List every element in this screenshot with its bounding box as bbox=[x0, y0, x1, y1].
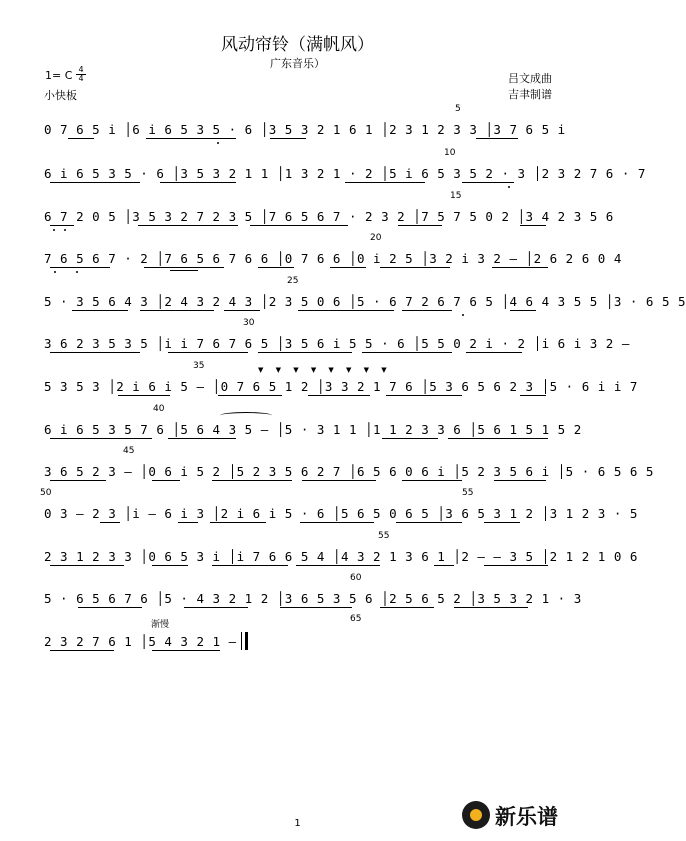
notation-line: 3 6 2 3 5 3 5 │i i 7 6 7 6 5 │3 5 6 i 5 5 · 6 │5 5 0 2 i · 2 │i 6 i 3 2 — bbox=[44, 336, 630, 351]
site-logo-text: 新乐谱 bbox=[495, 805, 558, 829]
measure-number: 65 bbox=[350, 614, 362, 624]
beam bbox=[50, 182, 140, 183]
beam bbox=[50, 650, 114, 651]
beam bbox=[382, 438, 438, 439]
beam bbox=[212, 480, 292, 481]
time-sig-bottom: 4 bbox=[78, 74, 84, 83]
beam bbox=[476, 138, 518, 139]
beam bbox=[138, 225, 238, 226]
notation-line: 7 6 5 6 7 · 2 │7 6 5 6 7 6 6 │0 7 6 6 │0 i 2 5 │3 2 i 3 2 — │2 6 2 6 0 4 bbox=[44, 251, 622, 266]
beam bbox=[280, 607, 352, 608]
beam bbox=[492, 267, 548, 268]
measure-number: 25 bbox=[287, 276, 299, 286]
beam bbox=[380, 607, 434, 608]
low-octave-dot bbox=[508, 186, 510, 188]
beam bbox=[72, 310, 128, 311]
beam bbox=[308, 395, 370, 396]
beam bbox=[152, 650, 220, 651]
beam bbox=[402, 480, 462, 481]
low-octave-dot bbox=[462, 314, 464, 316]
beam bbox=[152, 480, 180, 481]
beam bbox=[296, 565, 380, 566]
beam bbox=[454, 607, 528, 608]
beam bbox=[386, 395, 462, 396]
notation-line: 5 · 6 5 6 7 6 │5 · 4 3 2 1 2 │3 6 5 3 5 6 │2 5 6 5 2 │3 5 3 2 1 · 3 bbox=[44, 591, 582, 606]
time-sig-top: 4 bbox=[78, 65, 84, 74]
beam bbox=[396, 522, 462, 523]
notation-line: 3 6 5 2 3 — │0 6 i 5 2 │5 2 3 5 6 2 7 │6 5 6 0 6 i │5 2 3 5 6 i │5 · 6 5 6 5 bbox=[44, 464, 654, 479]
measure-number: 35 bbox=[193, 361, 205, 371]
beam bbox=[50, 225, 74, 226]
beam bbox=[398, 225, 442, 226]
beam bbox=[68, 138, 94, 139]
measure-number: 30 bbox=[243, 318, 255, 328]
beam bbox=[212, 565, 288, 566]
key-signature: 1= C bbox=[45, 69, 73, 82]
beam bbox=[462, 182, 514, 183]
beam bbox=[258, 352, 352, 353]
measure-number: 5 bbox=[455, 104, 461, 114]
beam bbox=[100, 522, 120, 523]
accent-markers: ▼ ▼ ▼ ▼ ▼ ▼ ▼ ▼ bbox=[258, 366, 392, 374]
notation-line: 6 7 2 0 5 │3 5 3 2 7 2 3 5 │7 6 5 6 7 · 2 3 2 │7 5 7 5 0 2 │3 4 2 3 5 6 bbox=[44, 209, 614, 224]
score-title: 风动帘铃（满帆风） bbox=[221, 35, 374, 55]
notation-line: 6 i 6 5 3 5 7 6 │5 6 4 3 5 — │5 · 3 1 1 │1 1 2 3 3 6 │5 6 1 5 1 5 2 bbox=[44, 422, 582, 437]
beam bbox=[484, 522, 520, 523]
beam bbox=[330, 267, 366, 268]
measure-number: 40 bbox=[153, 404, 165, 414]
beam bbox=[258, 267, 294, 268]
beam bbox=[50, 267, 110, 268]
beam bbox=[118, 395, 170, 396]
beam bbox=[168, 352, 248, 353]
beam bbox=[50, 565, 124, 566]
beam bbox=[402, 310, 452, 311]
beam bbox=[484, 565, 548, 566]
tie-slur bbox=[220, 412, 272, 419]
arranger: 吉聿制谱 bbox=[508, 88, 552, 101]
measure-number: 10 bbox=[444, 148, 456, 158]
tempo-marking: 小快板 bbox=[44, 89, 77, 102]
measure-number: 55 bbox=[378, 531, 390, 541]
beam bbox=[434, 565, 454, 566]
low-octave-dot bbox=[64, 229, 66, 231]
beam bbox=[160, 182, 236, 183]
notation-line: 5 3 5 3 │2 i 6 i 5 — │0 7 6 5 1 2 │3 3 2 1 7 6 │5 3 6 5 6 2 3 │5 · 6 i i 7 bbox=[44, 379, 638, 394]
low-octave-dot bbox=[53, 229, 55, 231]
beam bbox=[78, 607, 142, 608]
beam bbox=[520, 225, 546, 226]
measure-number: 60 bbox=[350, 573, 362, 583]
beam-secondary bbox=[170, 270, 198, 271]
beam bbox=[380, 267, 450, 268]
beam bbox=[298, 310, 394, 311]
low-octave-dot bbox=[217, 142, 219, 144]
beam bbox=[50, 480, 106, 481]
beam bbox=[448, 438, 548, 439]
composer: 吕文成曲 bbox=[508, 72, 552, 85]
notation-line: 5 · 3 5 6 4 3 │2 4 3 2 4 3 │2 3 5 0 6 │5 · 6 7 2 6 7 6 5 │4 6 4 3 5 5 │3 · 6 5 5 bbox=[44, 294, 686, 309]
beam bbox=[224, 310, 260, 311]
beam bbox=[50, 352, 140, 353]
beam bbox=[345, 182, 425, 183]
score-subtitle: 广东音乐） bbox=[270, 57, 325, 70]
beam bbox=[362, 352, 452, 353]
beam bbox=[300, 522, 374, 523]
beam bbox=[144, 267, 224, 268]
notation-line: 6 i 6 5 3 5 · 6 │3 5 3 2 1 1 │1 3 2 1 · 2 │5 i 6 5 3 5 2 · 3 │2 3 2 7 6 · 7 bbox=[44, 166, 646, 181]
beam bbox=[218, 395, 282, 396]
notation-line: 2 3 1 2 3 3 │0 6 5 3 i │i 7 6 6 5 4 │4 3 2 1 3 6 1 │2 — — 3 5 │2 1 2 1 0 6 bbox=[44, 549, 638, 564]
beam bbox=[152, 565, 188, 566]
low-octave-dot bbox=[76, 271, 78, 273]
notation-line: 0 7 6 5 i │6 i 6 5 3 5 · 6 │3 5 3 2 1 6 1 │2 3 1 2 3 3 │3 7 6 5 i bbox=[44, 122, 566, 137]
beam bbox=[168, 438, 236, 439]
beam bbox=[510, 310, 536, 311]
beam bbox=[250, 225, 348, 226]
beam bbox=[520, 395, 546, 396]
beam bbox=[210, 522, 266, 523]
measure-number: 20 bbox=[370, 233, 382, 243]
beam bbox=[466, 352, 522, 353]
low-octave-dot bbox=[54, 271, 56, 273]
notation-line: 2 3 2 7 6 1 │5 4 3 2 1 — bbox=[44, 634, 237, 649]
beam bbox=[50, 438, 152, 439]
tempo-change: 渐慢 bbox=[151, 620, 170, 630]
beam bbox=[146, 138, 236, 139]
measure-number: 45 bbox=[123, 446, 135, 456]
page-number: 1 bbox=[294, 818, 301, 829]
measure-number: 15 bbox=[450, 191, 462, 201]
beam bbox=[302, 480, 376, 481]
final-barline-thick bbox=[245, 632, 248, 650]
beam bbox=[184, 607, 248, 608]
beam bbox=[178, 522, 198, 523]
notation-line: 0 3 — 2 3 │i — 6 i 3 │2 i 6 i 5 · 6 │5 6 5 0 6 5 │3 6 5 3 1 2 │3 1 2 3 · 5 bbox=[44, 506, 638, 521]
measure-number: 50 bbox=[40, 488, 52, 498]
final-barline-thin bbox=[241, 632, 242, 650]
beam bbox=[270, 138, 306, 139]
logo-disc-center bbox=[470, 809, 482, 821]
beam bbox=[494, 480, 546, 481]
measure-number: 55 bbox=[462, 488, 474, 498]
beam bbox=[140, 310, 214, 311]
time-signature bbox=[76, 66, 86, 83]
